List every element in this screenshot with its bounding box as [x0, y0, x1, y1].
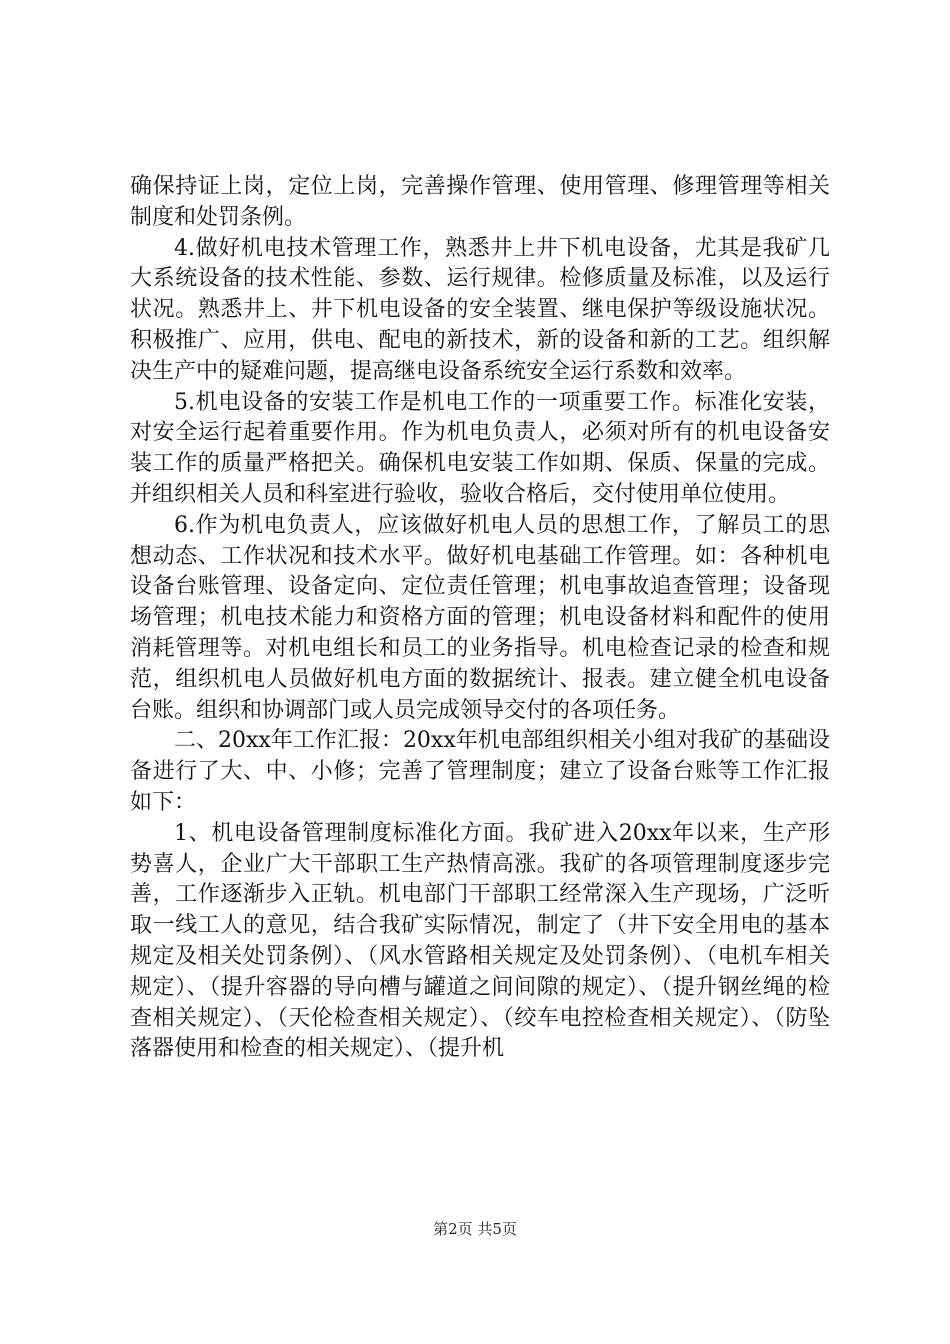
- paragraph-item-6: 6.作为机电负责人，应该做好机电人员的思想工作，了解员工的思想动态、工作状况和技术水平。做好机电基础工作管理。如：各种机电设备台账管理、设备定向、定位责任管理；机电事故追查管理；设备现场管理；机电技术能力和资格方面的管理；机电设备材料和配件的使用消耗管理等。对机电组长和员工的业务指导。机电检查记录的检查和规范，组织机电人员做好机电方面的数据统计、报表。建立健全机电设备台账。组织和协调部门或人员完成领导交付的各项任务。: [130, 512, 830, 723]
- page-number-footer: 第2页 共5页: [433, 1220, 517, 1238]
- paragraph-item-4: 4.做好机电技术管理工作，熟悉井上井下机电设备，尤其是我矿几大系统设备的技术性能、参数、运行规律。检修质量及标准，以及运行状况。熟悉井上、井下机电设备的安全装置、继电保护等级设施状况。积极推广、应用，供电、配电的新技术，新的设备和新的工艺。组织解决生产中的疑难问题，提高继电设备系统安全运行系数和效率。: [130, 235, 830, 384]
- document-body: [130, 172, 830, 1065]
- paragraph-item-5: 5.机电设备的安装工作是机电工作的一项重要工作。标准化安装，对安全运行起着重要作用。作为机电负责人，必须对所有的机电设备安装工作的质量严格把关。确保机电安装工作如期、保质、保量的完成。并组织相关人员和科室进行验收，验收合格后，交付使用单位使用。: [130, 389, 830, 507]
- paragraph-section-2: 二、20xx年工作汇报：20xx年机电部组织相关小组对我矿的基础设备进行了大、中、小修；完善了管理制度；建立了设备台账等工作汇报如下：: [130, 728, 830, 815]
- paragraph-subitem-1: 1、机电设备管理制度标准化方面。我矿进入20xx年以来，生产形势喜人，企业广大干部职工生产热情高涨。我矿的各项管理制度逐步完善，工作逐渐步入正轨。机电部门干部职工经常深入生产现场，广泛听取一线工人的意见，结合我矿实际情况，制定了（井下安全用电的基本规定及相关处罚条例）、（风水管路相关规定及处罚条例）、（电机车相关规定）、（提升容器的导向槽与罐道之间间隙的规定）、（提升钢丝绳的检查相关规定）、（天伦检查相关规定）、（绞车电控检查相关规定）、（防坠落器使用和检查的相关规定）、（提升机: [130, 820, 830, 1062]
- paragraph-continued: 确保持证上岗，定位上岗，完善操作管理、使用管理、修理管理等相关制度和处罚条例。: [130, 174, 830, 230]
